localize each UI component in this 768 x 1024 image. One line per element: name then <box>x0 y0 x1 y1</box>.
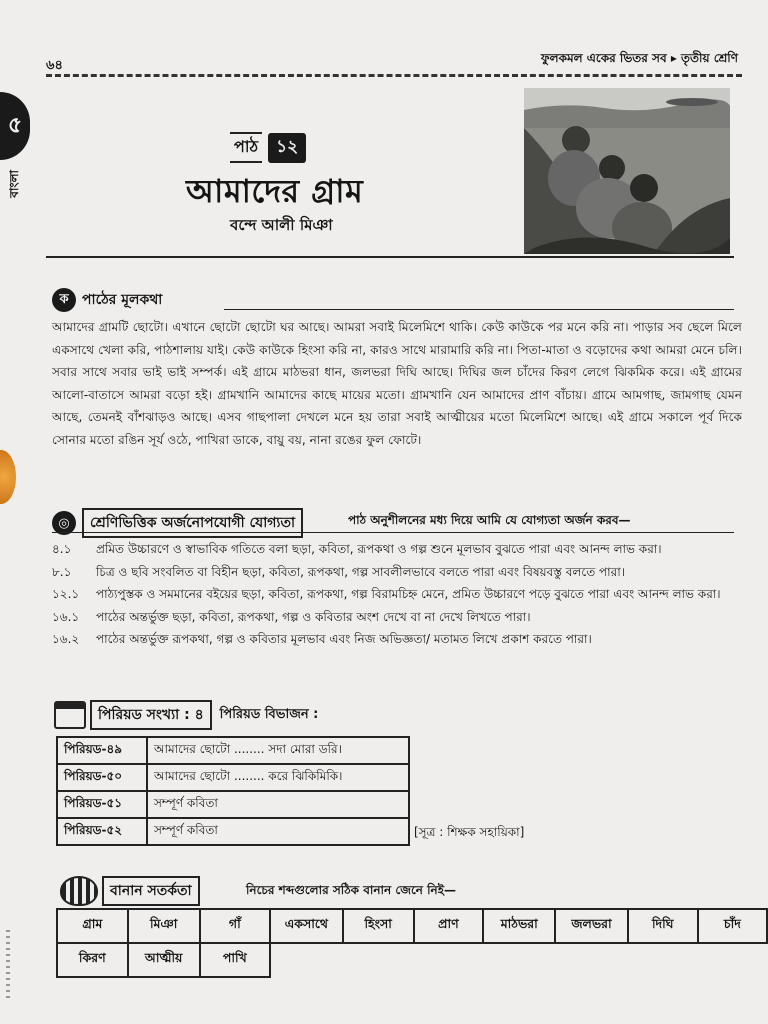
summary-paragraph: আমাদের গ্রামটি ছোটো। এখানে ছোটো ছোটো ঘর আছে। আমরা সবাই মিলেমিশে থাকি। কেউ কাউকে পর মনে করি না। পাড়ার সব ছেলে মিলে একসাথে খেলা করি, পাঠশালায় যাই। কেউ কাউকে হিংসা করি না, কারও সাথে মারামারি করি না। পিতা-মাতা ও বড়োদের কথা আমরা মেনে চলি। সবার সাথে সবার ভাই ভাই সম্পর্ক। এই গ্রামে মাঠভরা ধান, জলভরা দিঘি আছে। দিঘির জল চাঁদের কিরণ লেগে ঝিকমিক করে। এই গ্রামের আলো-বাতাসে আমরা বড়ো হই। গ্রামখানি আমাদের কাছে মায়ের মতো। গ্রামখানি যেন আমাদের প্রাণ বাঁচায়। গ্রামে আমগাছ, জামগাছ যেমন আছে, তেমনই বাঁশঝাড়ও আছে। এসব গাছপালা দেখলে মনে হয় তারা সবাই আত্মীয়ের মতো মিলেমিশে আছে। এই গ্রামে সকালে পূর্ব দিকে সোনার মতো রঙিন সূর্য ওঠে, পাখিরা ডাকে, বায়ু বয়, নানা রঙের ফুল ফোটে। <box>52 320 742 447</box>
spelling-table <box>56 908 768 978</box>
competency-item <box>52 561 752 584</box>
competency-heading <box>52 508 303 538</box>
table-row <box>57 818 409 845</box>
spelling-word: পাখি <box>200 943 270 977</box>
competency-item-text: পাঠের অন্তর্ভুক্ত রূপকথা, গল্প ও কবিতার মূলভাব এবং নিজ অভিজ্ঞতা/ মতামত লিখে প্রকাশ করতে পারা। <box>96 632 592 646</box>
table-row <box>57 943 767 977</box>
spelling-word: চাঁদ <box>698 909 767 943</box>
competency-item <box>52 606 752 629</box>
spelling-word: মাঠভরা <box>483 909 555 943</box>
spelling-word: গ্রাম <box>57 909 128 943</box>
header-rule <box>46 74 742 77</box>
competency-item-number: ১৬.১ <box>52 609 80 624</box>
competency-list <box>52 538 752 651</box>
spelling-word: হিংসা <box>343 909 414 943</box>
period-content-cell: সম্পূর্ণ কবিতা <box>147 818 409 845</box>
competency-item-number: ১৬.২ <box>52 632 80 646</box>
spelling-word: প্রাণ <box>414 909 484 943</box>
competency-item-number: ৮.১ <box>52 564 72 579</box>
summary-heading-text: পাঠের মূলকথা <box>82 292 163 308</box>
spelling-word: কিরণ <box>57 943 128 977</box>
period-content-cell: আমাদের ছোটো ........ করে ঝিকিমিকি। <box>147 764 409 791</box>
spelling-word: আত্মীয় <box>128 943 200 977</box>
spelling-word: একসাথে <box>270 909 343 943</box>
binding-holes <box>6 930 10 1000</box>
period-heading <box>54 700 318 730</box>
spelling-note: নিচের শব্দগুলোর সঠিক বানান জেনে নিই— <box>246 883 456 897</box>
summary-divider <box>224 309 734 310</box>
period-cell: পিরিয়ড-৫০ <box>57 764 147 791</box>
table-row <box>57 764 409 791</box>
lesson-number: ১২ <box>268 133 306 163</box>
competency-item-number: ৪.১ <box>52 542 72 556</box>
period-content-cell: আমাদের ছোটো ........ সদা মোরা ডরি। <box>147 737 409 764</box>
competency-item-number: ১২.১ <box>52 587 80 601</box>
period-cell: পিরিয়ড-৫১ <box>57 791 147 818</box>
period-cell: পিরিয়ড-৪৯ <box>57 737 147 764</box>
title-rule <box>46 256 734 258</box>
lesson-title: আমাদের গ্রাম <box>186 172 364 210</box>
period-cell: পিরিয়ড-৫২ <box>57 818 147 845</box>
calendar-icon <box>54 701 86 729</box>
period-table <box>56 736 410 846</box>
competency-item <box>52 538 752 561</box>
village-children-illustration <box>524 88 730 254</box>
spelling-heading-text: বানান সতর্কতা <box>102 876 200 906</box>
spelling-word: মিঞা <box>128 909 200 943</box>
competency-item-text: পাঠ্যপুস্তক ও সমমানের বইয়ের ছড়া, কবিতা, রূপকথা, গল্প বিরামচিহ্ন মেনে, প্রমিত উচ্চারণে পড়ে বুঝতে পারা এবং আনন্দ লাভ করা। <box>96 587 721 601</box>
subject-side-label: বাংলা <box>7 170 21 198</box>
spelling-word: জলভরা <box>555 909 627 943</box>
competency-note: পাঠ অনুশীলনের মধ্য দিয়ে আমি যে যোগ্যতা অর্জন করব— <box>348 513 631 527</box>
bee-icon <box>60 876 98 906</box>
spelling-heading <box>60 876 200 906</box>
spelling-word: দিঘি <box>628 909 698 943</box>
table-row <box>57 791 409 818</box>
summary-section-icon: ক <box>52 288 76 312</box>
competency-item <box>52 583 752 606</box>
target-icon: ◎ <box>52 511 76 535</box>
table-row <box>57 737 409 764</box>
book-title: ফুলকমল একের ভিতর সব ▸ তৃতীয় শ্রেণি <box>540 51 738 65</box>
table-row <box>57 909 767 943</box>
period-count: পিরিয়ড সংখ্যা : ৪ <box>90 700 212 730</box>
lesson-tag-word: পাঠ <box>230 132 262 163</box>
competency-heading-text: শ্রেণিভিত্তিক অর্জনোপযোগী যোগ্যতা <box>82 508 303 538</box>
competency-item-text: প্রমিত উচ্চারণে ও স্বাভাবিক গতিতে বলা ছড়া, কবিতা, রূপকথা ও গল্প শুনে মূলভাব বুঝতে পারা এবং আনন্দ লাভ করা। <box>96 542 662 556</box>
lesson-author: বন্দে আলী মিঞা <box>230 216 333 234</box>
spelling-word: গাঁ <box>200 909 270 943</box>
page-edge-tab <box>0 450 16 504</box>
competency-divider <box>52 532 734 533</box>
chapter-side-tab: ৫ <box>0 92 30 160</box>
period-content-cell: সম্পূর্ণ কবিতা <box>147 791 409 818</box>
competency-item-text: পাঠের অন্তর্ভুক্ত ছড়া, কবিতা, রূপকথা, গল্প ও কবিতার অংশ দেখে বা না দেখে লিখতে পারা। <box>96 609 531 624</box>
summary-heading <box>52 288 162 312</box>
lesson-tag <box>230 132 306 163</box>
competency-item <box>52 628 752 651</box>
period-division-label: পিরিয়ড বিভাজন : <box>219 706 319 722</box>
page-number: ৬৪ <box>46 58 63 73</box>
source-note: [সূত্র : শিক্ষক সহায়িকা] <box>414 825 525 839</box>
competency-item-text: চিত্র ও ছবি সংবলিত বা বিহীন ছড়া, কবিতা, রূপকথা, গল্প সাবলীলভাবে বলতে পারা এবং বিষয়বস্তু বলতে পারা। <box>96 564 626 579</box>
